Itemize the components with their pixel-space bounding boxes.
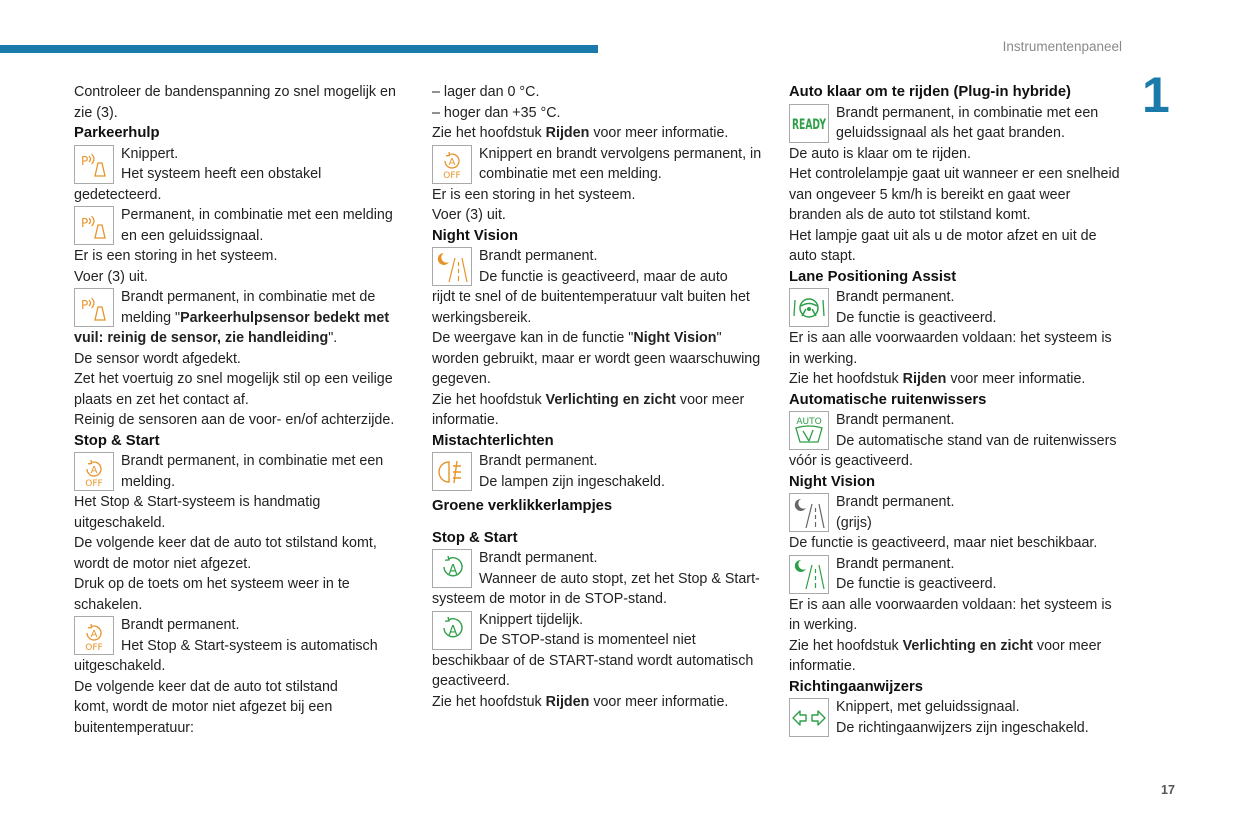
text-line: gegeven. [432, 371, 491, 387]
night-vision-grey-icon [789, 493, 829, 532]
text-line: De volgende keer dat de auto tot stilstand komt, [74, 535, 377, 551]
ready-icon [789, 104, 829, 143]
text-line: Brandt permanent. [479, 248, 598, 264]
text-line: Zet het voertuig zo snel mogelijk stil op een veilige [74, 371, 393, 387]
text-line: Brandt permanent, in combinatie met een [121, 453, 384, 469]
text-line: De lampen zijn ingeschakeld. [479, 473, 665, 490]
text-line: wordt de motor niet afgezet. [74, 555, 252, 572]
text-line: Knippert tijdelijk. [479, 611, 584, 628]
svg-text:P: P [81, 297, 89, 312]
svg-text:P: P [81, 154, 89, 168]
text-line: beschikbaar of de START-stand wordt automatisch [432, 652, 754, 669]
parking-sensor-icon [74, 145, 114, 184]
text-line: schakelen. [74, 596, 143, 613]
text-line: geluidssignaal als het gaat branden. [836, 125, 1065, 141]
text-line: Wanneer de auto stopt, zet het Stop & Start- [479, 570, 760, 587]
text-line: informatie. [789, 658, 856, 674]
section-heading-stop-start-green: Stop & Start [432, 529, 518, 546]
text-line: De sensor wordt afgedekt. [74, 350, 241, 367]
text-line: De functie is geactiveerd. [836, 576, 997, 592]
section-heading-night-vision: Night Vision [432, 227, 519, 244]
text-line: in werking. [789, 350, 858, 367]
column-right [789, 82, 1125, 738]
text-line: plaats en zet het contact af. [74, 391, 249, 408]
section-heading-ready: Auto klaar om te rijden (Plug-in hybride) [789, 84, 1071, 100]
stop-start-off-icon [74, 616, 114, 655]
text-line: (grijs) [836, 514, 872, 531]
text-line: Knippert. [121, 145, 179, 162]
text-line: van ongeveer 5 km/h is bereikt en gaat weer [789, 186, 1071, 203]
text-line: Brandt permanent, in combinatie met de [121, 289, 376, 305]
text-line: vuil: reinig de sensor, zie handleiding". [74, 330, 338, 346]
chapter-number: 1 [1142, 67, 1170, 123]
section-heading-parkeerhulp: Parkeerhulp [74, 125, 160, 141]
text-line: melding "Parkeerhulpsensor bedekt met [121, 309, 390, 326]
intro-line: Controleer de bandenspanning zo snel mogelijk en [74, 84, 396, 100]
text-line: uitgeschakeld. [74, 514, 166, 531]
page-number: 17 [1161, 783, 1175, 797]
list-item: – lager dan 0 °C. [432, 84, 540, 100]
column-left [74, 82, 404, 738]
text-line: De weergave kan in de functie "Night Vision" [432, 330, 722, 346]
section-heading-stop-start: Stop & Start [74, 432, 160, 449]
text-line: De STOP-stand is momenteel niet [479, 632, 696, 648]
svg-text:OFF: OFF [443, 171, 461, 181]
turn-signal-icon [789, 698, 829, 737]
intro-line: zie (3). [74, 104, 118, 121]
text-line: Brandt permanent, in combinatie met een [836, 104, 1099, 121]
text-line: in werking. [789, 617, 858, 633]
text-line: systeem de motor in de STOP-stand. [432, 591, 667, 607]
text-line: buitentemperatuur: [74, 719, 195, 736]
text-line: Het controlelampje gaat uit wanneer er een snelheid [789, 166, 1120, 182]
text-line: Er is aan alle voorwaarden voldaan: het systeem is [789, 330, 1112, 346]
svg-text:P: P [81, 215, 89, 230]
text-line: Er is een storing in het systeem. [432, 186, 636, 203]
rear-fog-light-icon [432, 452, 472, 491]
section-heading-wipers: Automatische ruitenwissers [789, 391, 987, 408]
stop-start-active-icon [432, 549, 472, 588]
text-line: De automatische stand van de ruitenwissers [836, 432, 1117, 449]
text-line: combinatie met een melding. [479, 166, 662, 182]
text-line: Permanent, in combinatie met een melding [121, 207, 393, 223]
svg-text:A: A [90, 628, 98, 640]
text-line: Het systeem heeft een obstakel [121, 166, 322, 182]
svg-text:A: A [448, 562, 458, 578]
section-heading-groene-verklikkerlampjes: Groene verklikkerlampjes [432, 498, 613, 514]
svg-text:OFF: OFF [85, 642, 103, 653]
text-line: gedetecteerd. [74, 186, 162, 203]
text-line: Voer (3) uit. [432, 207, 506, 223]
section-heading-lane-positioning: Lane Positioning Assist [789, 268, 957, 285]
text-line: Brandt permanent. [836, 555, 955, 572]
text-line: Brandt permanent. [121, 617, 240, 633]
text-line: Er is aan alle voorwaarden voldaan: het systeem is [789, 596, 1112, 613]
header-accent-bar [0, 45, 598, 53]
text-line: De auto is klaar om te rijden. [789, 145, 971, 162]
text-line: De volgende keer dat de auto tot stilstand [74, 678, 338, 695]
text-line: vóór is geactiveerd. [789, 453, 913, 469]
text-line: Er is een storing in het systeem. [74, 248, 278, 264]
text-line: Het Stop & Start-systeem is automatisch [121, 637, 378, 654]
text-line: rijdt te snel of de buitentemperatuur valt buiten het [432, 289, 750, 305]
text-line: Brandt permanent. [836, 494, 955, 510]
text-line: Brandt permanent. [836, 289, 955, 305]
svg-text:OFF: OFF [85, 478, 103, 489]
text-line: Knippert, met geluidssignaal. [836, 699, 1020, 715]
text-line: De functie is geactiveerd, maar niet beschikbaar. [789, 535, 1098, 551]
list-item: – hoger dan +35 °C. [432, 104, 561, 121]
text-line: De functie is geactiveerd, maar de auto [479, 268, 728, 285]
text-line: Brandt permanent. [479, 550, 598, 566]
svg-text:A: A [448, 624, 458, 639]
text-line: De functie is geactiveerd. [836, 309, 997, 326]
night-vision-green-icon [789, 555, 829, 594]
svg-text:A: A [90, 464, 98, 476]
column-middle [432, 82, 766, 712]
text-line: Zie het hoofdstuk Rijden voor meer informatie. [432, 693, 729, 710]
text-line: worden gebruikt, maar er wordt geen waarschuwing [432, 350, 761, 367]
section-heading-mistachterlichten: Mistachterlichten [432, 432, 554, 449]
text-line: Zie het hoofdstuk Verlichting en zicht voor meer [432, 391, 745, 408]
stop-start-active-icon [432, 611, 472, 650]
text-line: Zie het hoofdstuk Rijden voor meer informatie. [432, 125, 729, 141]
text-line: informatie. [432, 412, 499, 428]
page-header-title: Instrumentenpaneel [1002, 39, 1122, 54]
section-heading-night-vision-green: Night Vision [789, 473, 876, 490]
svg-text:A: A [448, 157, 456, 168]
text-line: Brandt permanent. [479, 453, 598, 469]
text-line: Het lampje gaat uit als u de motor afzet en uit de [789, 227, 1097, 244]
text-line: Het Stop & Start-systeem is handmatig [74, 494, 321, 510]
parking-sensor-icon [74, 288, 114, 327]
text-line: De richtingaanwijzers zijn ingeschakeld. [836, 719, 1089, 736]
text-line: en een geluidssignaal. [121, 227, 264, 244]
text-line: uitgeschakeld. [74, 658, 166, 674]
text-line: melding. [121, 473, 176, 490]
auto-wiper-icon [789, 411, 829, 450]
text-line: Druk op de toets om het systeem weer in te [74, 576, 350, 592]
text-line: Zie het hoofdstuk Rijden voor meer informatie. [789, 371, 1086, 387]
stop-start-off-icon [432, 145, 472, 184]
text-line: auto stapt. [789, 248, 856, 264]
text-line: branden als de auto tot stilstand komt. [789, 207, 1031, 223]
night-vision-icon [432, 247, 472, 286]
text-line: Knippert en brandt vervolgens permanent, in [479, 145, 762, 162]
lane-positioning-icon [789, 288, 829, 327]
stop-start-off-icon [74, 452, 114, 491]
text-line: werkingsbereik. [432, 309, 532, 326]
text-line: komt, wordt de motor niet afgezet bij een [74, 699, 333, 715]
text-line: Voer (3) uit. [74, 268, 148, 285]
text-line: Brandt permanent. [836, 412, 955, 428]
section-heading-richtingaanwijzers: Richtingaanwijzers [789, 678, 924, 695]
text-line: geactiveerd. [432, 673, 510, 689]
svg-text:READY: READY [792, 117, 827, 133]
text-line: Zie het hoofdstuk Verlichting en zicht voor meer [789, 637, 1102, 654]
svg-text:AUTO: AUTO [796, 416, 822, 427]
text-line: Reinig de sensoren aan de voor- en/of achterzijde. [74, 412, 395, 428]
parking-sensor-icon [74, 206, 114, 245]
